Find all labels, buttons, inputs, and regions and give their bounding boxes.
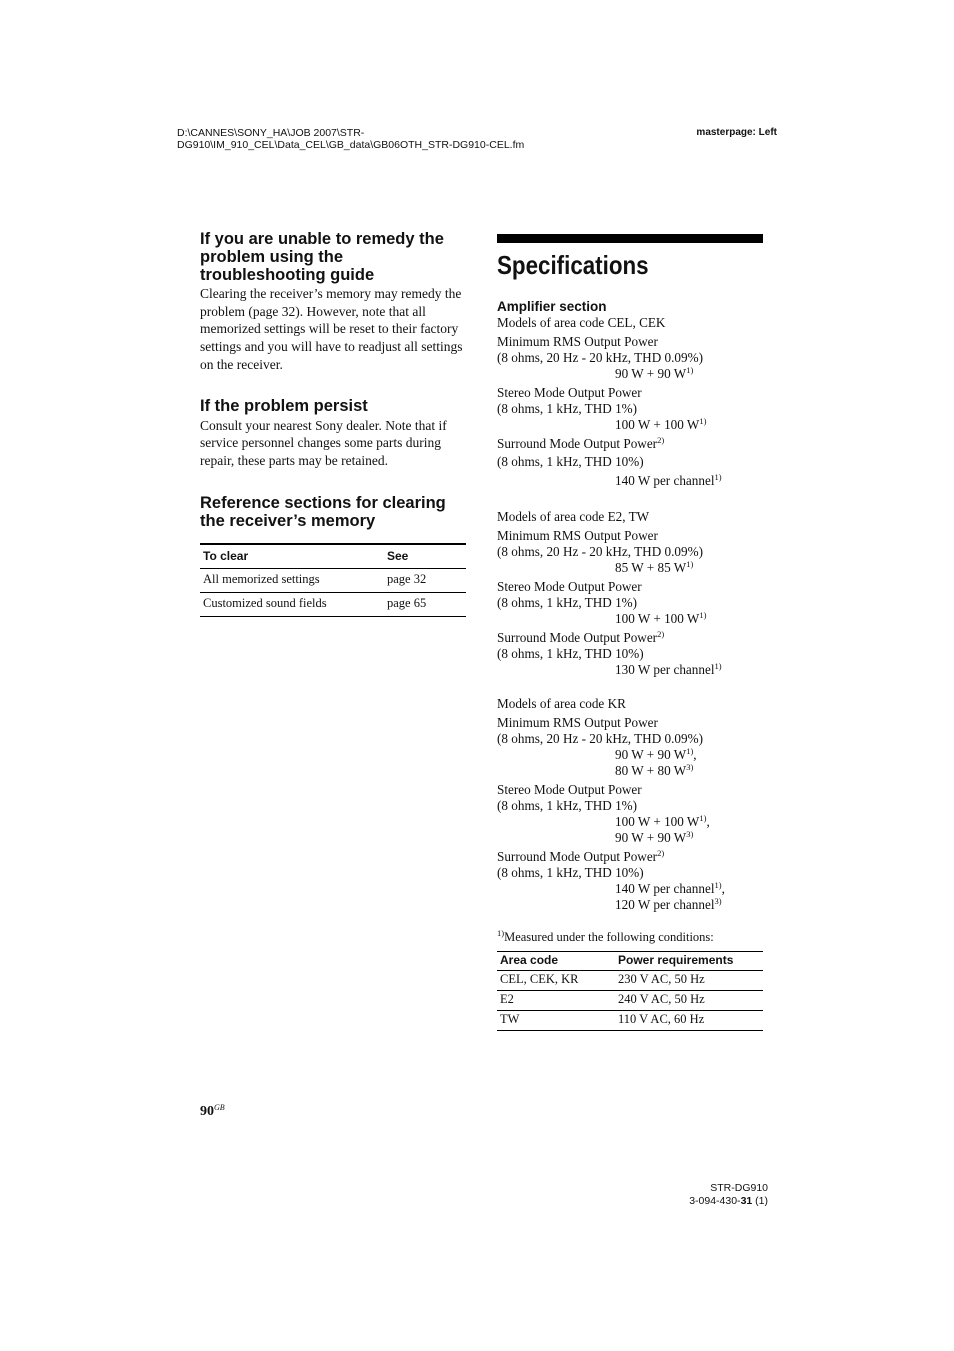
remedy-body: Clearing the receiver’s memory may remedy the problem (page 32). However, note that all memorized settings will be reset to their factory settings and you will have to readjust all settings on the receiver.: [200, 286, 463, 372]
footnote-mark: 2): [657, 629, 665, 639]
spec-value: 120 W per channel$^{3)}$: [615, 896, 722, 912]
spec-condition: (8 ohms, 20 Hz - 20 kHz, THD 0.09%): [497, 544, 703, 559]
title-bar: [497, 234, 763, 243]
spec-value: 140 W per channel$^{1)}$,: [615, 880, 725, 896]
table-cell: E2: [497, 991, 615, 1011]
reference-table: [200, 543, 466, 617]
table-cell: CEL, CEK, KR: [497, 971, 615, 991]
table-cell: Customized sound fields: [200, 592, 384, 616]
footnote-mark: 3): [686, 762, 694, 772]
footnote-mark: 3): [714, 896, 722, 906]
spec-value: 90 W + 90 $W^{1)}$: [615, 365, 694, 381]
spec-condition: (8 ohms, 20 Hz - 20 kHz, THD 0.09%): [497, 731, 703, 746]
document-footer: [689, 1182, 768, 1208]
column-header-see: See: [384, 544, 466, 569]
table-cell: 230 V AC, 50 Hz: [615, 971, 763, 991]
remedy-heading: If you are unable to remedy the problem using the troubleshooting guide: [200, 230, 444, 284]
column-header-area-code: Area code: [497, 952, 615, 971]
column-header-to-clear: To clear: [200, 544, 384, 569]
table-cell: 110 V AC, 60 Hz: [615, 1011, 763, 1031]
spec-models: Models of area code E2, TW: [497, 509, 650, 524]
spec-value: 85 W + 85 $W^{1)}$: [615, 559, 694, 575]
spec-models: Models of area code CEL, CEK: [497, 315, 666, 330]
spec-condition: (8 ohms, 1 kHz, THD 1%): [497, 401, 638, 416]
footnote-mark: 1): [686, 559, 694, 569]
persist-body: Consult your nearest Sony dealer. Note that if service personnel changes some parts during repair, these parts may be retained.: [200, 417, 447, 468]
footnote-text: $^{1)}$Measured under the following conditions:: [497, 928, 714, 944]
spec-value: 140 W per channel$^{1)}$: [615, 472, 722, 488]
footnote-mark: 2): [657, 435, 665, 445]
spec-value: 80 W + 80 $W^{3)}$: [615, 762, 694, 778]
table-header-row: [497, 952, 763, 971]
footnote-mark: 1): [714, 880, 722, 890]
table-cell: All memorized settings: [200, 568, 384, 592]
page-language-suffix: GB: [214, 1103, 225, 1112]
document-code: 3-094-430-31 (1): [689, 1195, 768, 1207]
left-column: [200, 230, 466, 617]
spec-label: Stereo Mode Output Power: [497, 385, 642, 400]
table-row: [200, 592, 466, 616]
model-number: STR-DG910: [710, 1182, 768, 1194]
spec-value: 100 W + 100 $W^{1)}$,: [615, 813, 710, 829]
table-cell: page 32: [384, 568, 466, 592]
spec-condition: (8 ohms, 1 kHz, THD 10%): [497, 646, 644, 661]
footnote-mark: 1): [714, 661, 722, 671]
table-cell: 240 V AC, 50 Hz: [615, 991, 763, 1011]
footnote-mark: 1): [699, 610, 707, 620]
spec-group-kr: [497, 696, 763, 913]
footnote-mark: 1): [497, 928, 505, 938]
footnote-mark: 3): [686, 829, 694, 839]
table-header-row: [200, 544, 466, 569]
footnote-mark: 1): [686, 365, 694, 375]
table-row: [497, 971, 763, 991]
spec-value: 100 W + 100 $W^{1)}$: [615, 416, 707, 432]
spec-value: 130 W per channel$^{1)}$: [615, 661, 722, 677]
spec-label: Surround Mode Output Power$^{2)}$: [497, 435, 665, 451]
spec-label: Minimum RMS Output Power: [497, 715, 658, 730]
spec-group-e2: [497, 509, 763, 678]
spec-condition: (8 ohms, 1 kHz, THD 10%): [497, 454, 644, 469]
spec-label: Surround Mode Output Power$^{2)}$: [497, 848, 665, 864]
spec-label: Minimum RMS Output Power: [497, 334, 658, 349]
table-cell: TW: [497, 1011, 615, 1031]
table-row: [497, 1011, 763, 1031]
spec-value: 90 W + 90 $W^{3)}$: [615, 829, 694, 845]
reference-heading: Reference sections for clearing the receiver’s memory: [200, 493, 446, 530]
file-path-line-2: DG910\IM_910_CEL\Data_CEL\GB_data\GB06OTH_STR-DG910-CEL.fm: [177, 139, 525, 151]
spec-value: 90 W + 90 $W^{1)}$,: [615, 746, 697, 762]
footnote-mark: 1): [686, 746, 694, 756]
footnote-mark: 1): [714, 472, 722, 482]
power-requirements-table: [497, 951, 763, 1031]
footnote-mark: 1): [699, 813, 707, 823]
table-row: [497, 991, 763, 1011]
spec-label: Stereo Mode Output Power: [497, 579, 642, 594]
spec-label: Minimum RMS Output Power: [497, 528, 658, 543]
footnote-mark: 2): [657, 848, 665, 858]
footnote-mark: 1): [699, 416, 707, 426]
spec-condition: (8 ohms, 1 kHz, THD 10%): [497, 865, 644, 880]
table-cell: page 65: [384, 592, 466, 616]
column-header-power-requirements: Power requirements: [615, 952, 763, 971]
specifications-title: Specifications: [497, 250, 649, 280]
persist-heading: If the problem persist: [200, 396, 368, 415]
amplifier-section-heading: Amplifier section: [497, 299, 607, 314]
spec-models: Models of area code KR: [497, 696, 626, 711]
file-path-line-1: D:\CANNES\SONY_HA\JOB 2007\STR-: [177, 127, 365, 139]
file-path-header: [177, 127, 524, 151]
spec-label: Stereo Mode Output Power: [497, 782, 642, 797]
spec-group-cel: [497, 315, 763, 489]
spec-condition: (8 ohms, 1 kHz, THD 1%): [497, 595, 638, 610]
spec-label: Surround Mode Output Power$^{2)}$: [497, 629, 665, 645]
spec-value: 100 W + 100 $W^{1)}$: [615, 610, 707, 626]
masterpage-label: masterpage: Left: [696, 127, 777, 138]
page-number: $90^{GB}$: [200, 1103, 225, 1119]
table-row: [200, 568, 466, 592]
spec-condition: (8 ohms, 20 Hz - 20 kHz, THD 0.09%): [497, 350, 703, 365]
specifications-column: [497, 234, 763, 1031]
spec-condition: (8 ohms, 1 kHz, THD 1%): [497, 798, 638, 813]
